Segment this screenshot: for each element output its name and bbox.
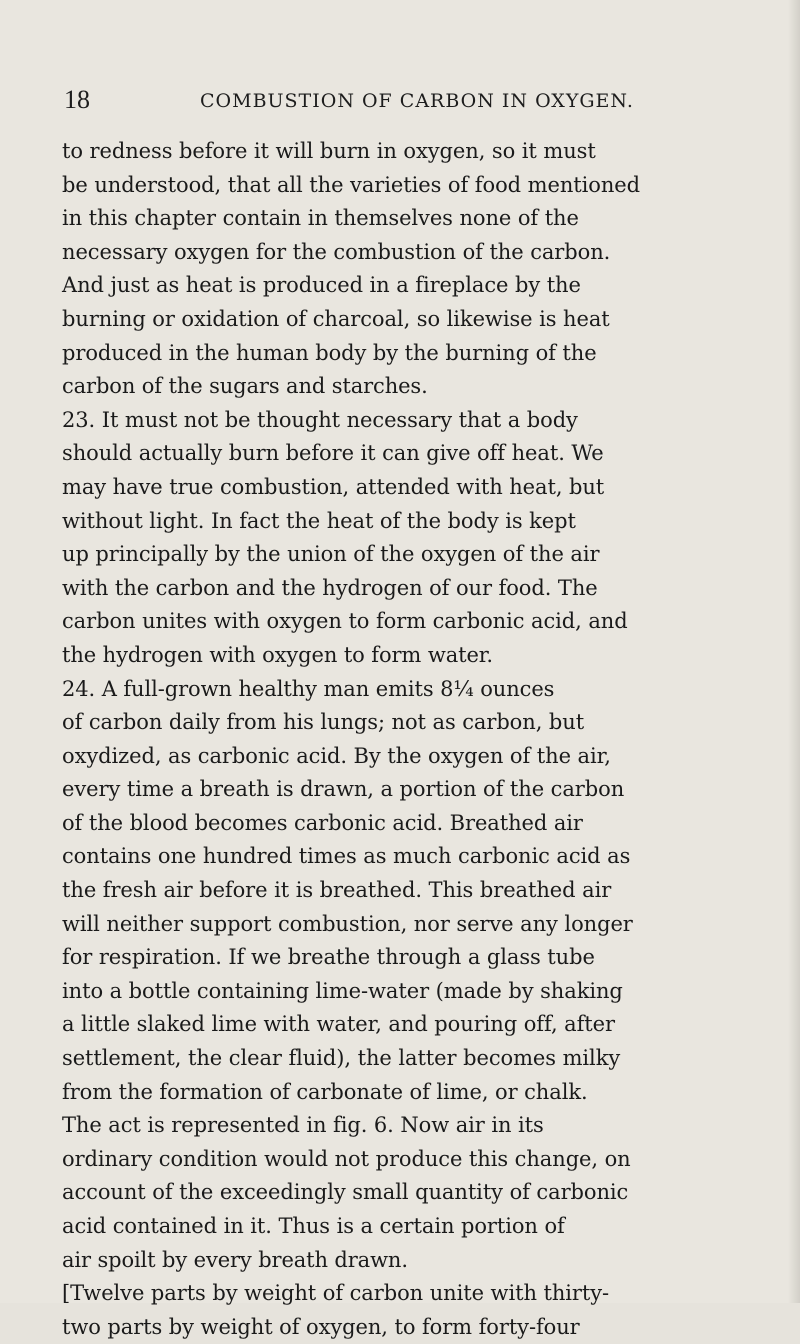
text-line: contains one hundred times as much carbonic acid as	[62, 844, 631, 869]
text-line: acid contained in it. Thus is a certain portion of	[62, 1214, 565, 1238]
text-line: from the formation of carbonate of lime, or chalk.	[62, 1079, 588, 1104]
text-line: 24. A full-grown healthy man emits 8¼ ounces	[62, 676, 555, 701]
text-line: of carbon daily from his lungs; not as carbon, but	[62, 710, 585, 735]
text-line: air spoilt by every breath drawn.	[62, 1247, 408, 1272]
text-line: up principally by the union of the oxygen of the air	[62, 542, 600, 567]
text-line: of the blood becomes carbonic acid. Breathed air	[62, 810, 583, 835]
text-line: 23. It must not be thought necessary that a body	[62, 407, 578, 432]
text-line: The act is represented in fig. 6. Now air in its	[62, 1113, 544, 1138]
text-line: [Twelve parts by weight of carbon unite with thirty-	[62, 1281, 610, 1306]
page-number: 18	[64, 85, 90, 114]
text-line: for respiration. If we breathe through a glass tube	[62, 945, 595, 970]
text-line: may have true combustion, attended with heat, but	[62, 474, 605, 499]
text-line: settlement, the clear fluid), the latter becomes milky	[62, 1046, 621, 1071]
text-line: will neither support combustion, nor serve any longer	[62, 911, 633, 936]
text-line: ordinary condition would not produce this change, on	[62, 1146, 631, 1171]
text-line: without light. In fact the heat of the body is kept	[62, 508, 576, 533]
text-line: carbon of the sugars and starches.	[62, 374, 428, 399]
text-line: into a bottle containing lime-water (made by shaking	[62, 978, 623, 1003]
text-line: account of the exceedingly small quantity of carbonic	[62, 1180, 629, 1205]
text-line: every time a breath is drawn, a portion of the carbon	[62, 777, 625, 802]
text-line: a little slaked lime with water, and pouring off, after	[62, 1012, 615, 1037]
text-line: be understood, that all the varieties of food mentioned	[62, 172, 641, 197]
text-line: burning or oxidation of charcoal, so likewise is heat	[62, 306, 610, 331]
text-line: the fresh air before it is breathed. This breathed air	[62, 878, 612, 903]
running-head: COMBUSTION OF CARBON IN OXYGEN.	[200, 90, 634, 112]
text-line: oxydized, as carbonic acid. By the oxygen of the air,	[62, 743, 611, 768]
page-header	[60, 82, 750, 118]
text-line: two parts by weight of oxygen, to form forty-four	[62, 1314, 580, 1339]
text-line: to redness before it will burn in oxygen, so it must	[62, 139, 596, 163]
text-line: necessary oxygen for the combustion of the carbon.	[62, 239, 611, 264]
text-line: in this chapter contain in themselves none of the	[62, 206, 579, 231]
text-line: produced in the human body by the burning of the	[62, 340, 597, 365]
page-edge-shadow	[788, 0, 800, 1303]
body-text	[62, 135, 766, 1344]
text-line: And just as heat is produced in a fireplace by the	[62, 273, 581, 298]
text-line: with the carbon and the hydrogen of our food. The	[62, 575, 598, 600]
text-line: should actually burn before it can give off heat. We	[62, 441, 604, 466]
text-line: carbon unites with oxygen to form carbonic acid, and	[62, 609, 628, 634]
text-line: the hydrogen with oxygen to form water.	[62, 642, 493, 667]
